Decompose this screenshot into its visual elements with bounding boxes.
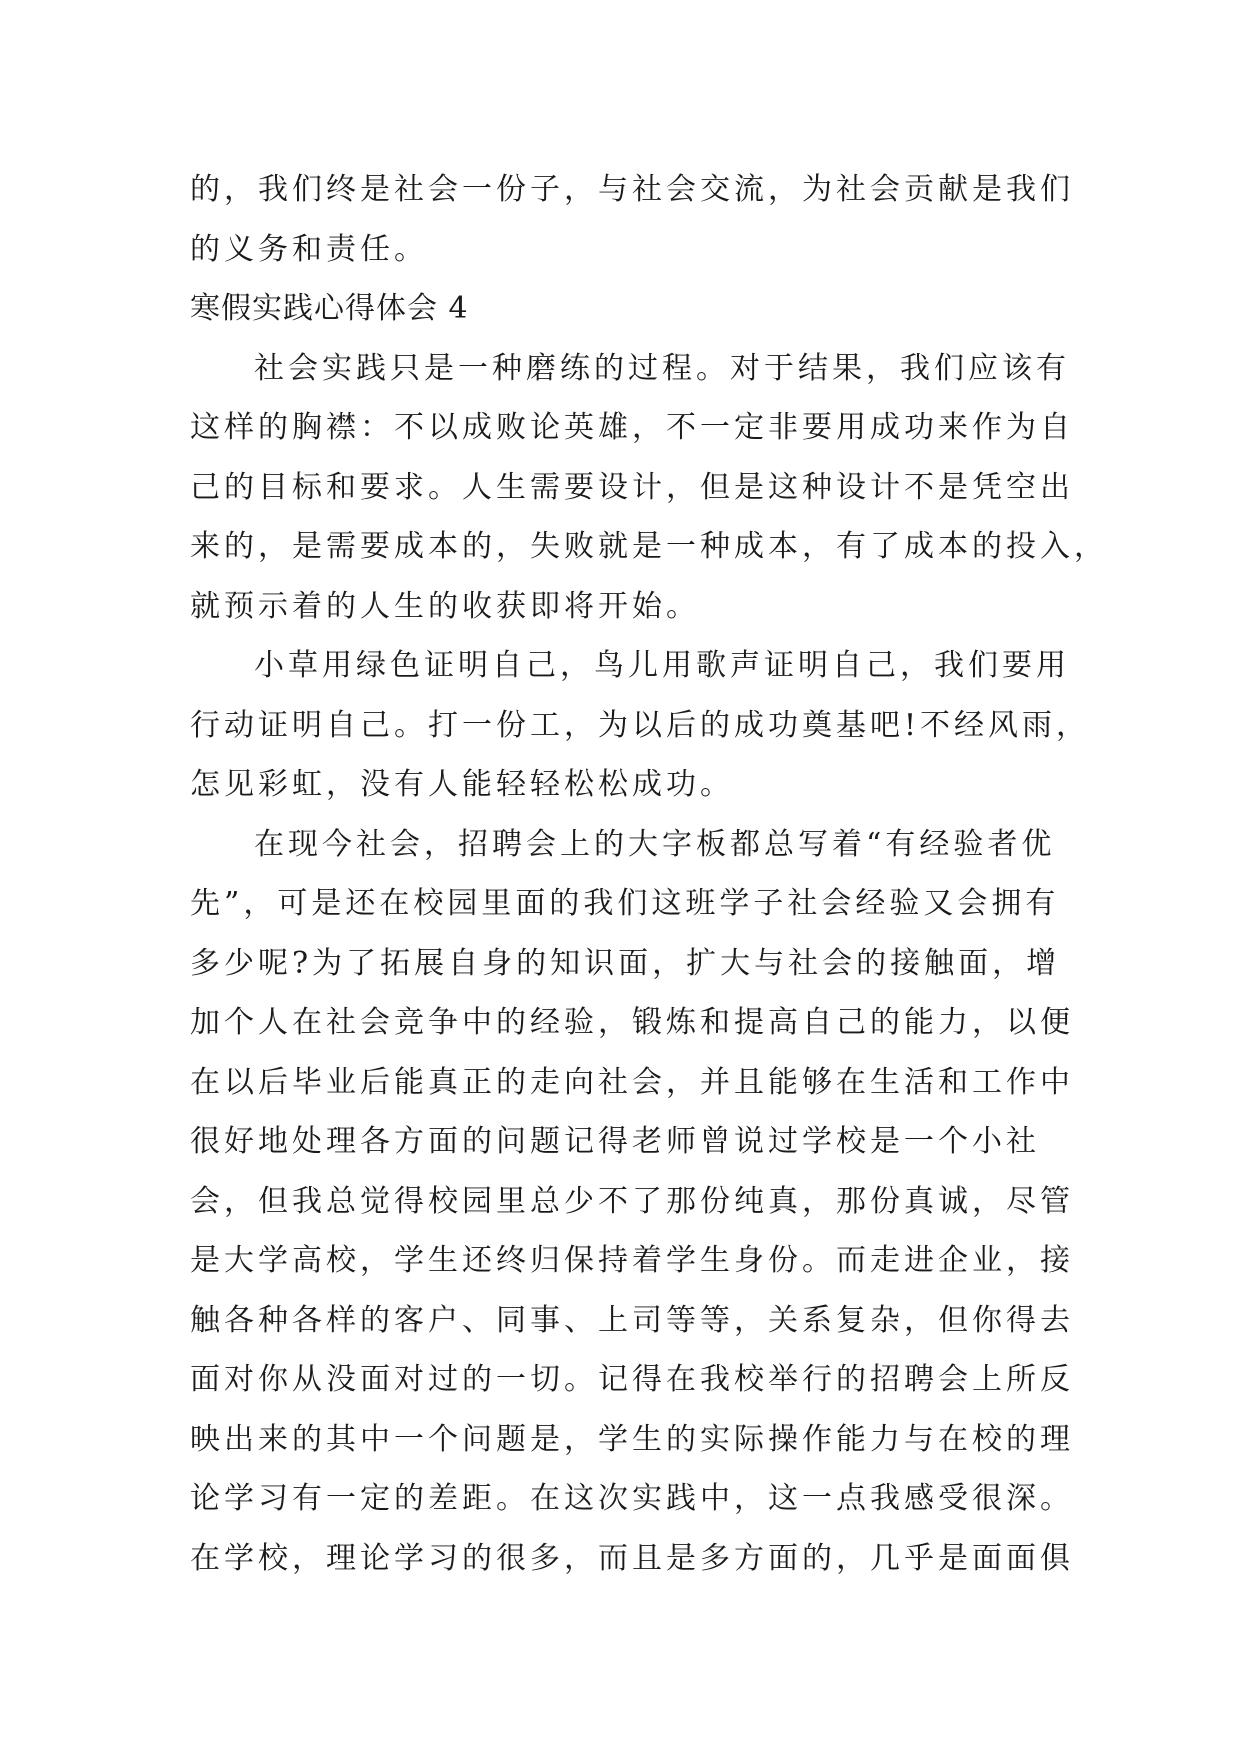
text-line: 的义务和责任。 [190, 231, 428, 267]
text-line: 很好地处理各方面的问题记得老师曾说过学校是一个小社 [190, 1124, 1040, 1159]
text-line: 加个人在社会竞争中的经验，锻炼和提高自己的能力，以便 [190, 1005, 1074, 1040]
text-line: 是大学高校，学生还终归保持着学生身份。而走进企业，接 [190, 1243, 1074, 1278]
text-line: 怎见彩虹，没有人能轻轻松松成功。 [190, 767, 734, 802]
paragraph-first-line: 社会实践只是一种磨练的过程。对于结果，我们应该有 [254, 350, 1070, 386]
text-line: 这样的胸襟：不以成败论英雄，不一定非要用成功来作为自 [190, 410, 1074, 445]
text-line: 的，我们终是社会一份子，与社会交流，为社会贡献是我们 [190, 172, 1074, 207]
text-line: 先”，可是还在校园里面的我们这班学子社会经验又会拥有 [190, 886, 1060, 921]
text-line: 论学习有一定的差距。在这次实践中，这一点我感受很深。 [190, 1481, 1074, 1516]
text-line: 在以后毕业后能真正的走向社会，并且能够在生活和工作中 [190, 1064, 1074, 1100]
paragraph-first-line: 小草用绿色证明自己，鸟儿用歌声证明自己，我们要用 [254, 648, 1070, 683]
text-line: 在学校，理论学习的很多，而且是多方面的，几乎是面面俱 [190, 1540, 1074, 1576]
text-line: 就预示着的人生的收获即将开始。 [190, 588, 700, 624]
text-line: 来的，是需要成本的，失败就是一种成本，有了成本的投入， [190, 529, 1108, 564]
text-line: 己的目标和要求。人生需要设计，但是这种设计不是凭空出 [190, 469, 1074, 505]
text-line: 触各种各样的客户、同事、上司等等，关系复杂，但你得去 [190, 1302, 1074, 1338]
document-body [190, 160, 1108, 1588]
paragraph-first-line: 在现今社会，招聘会上的大字板都总写着“有经验者优 [254, 826, 1056, 862]
text-line: 行动证明自己。打一份工，为以后的成功奠基吧!不经风雨， [190, 707, 1091, 743]
text-line: 映出来的其中一个问题是，学生的实际操作能力与在校的理 [190, 1421, 1074, 1457]
section-heading: 寒假实践心得体会 4 [190, 291, 469, 326]
text-line: 多少呢?为了拓展自身的知识面，扩大与社会的接触面，增 [190, 945, 1061, 981]
text-line: 会，但我总觉得校园里总少不了那份纯真，那份真诚，尽管 [190, 1183, 1074, 1219]
text-line: 面对你从没面对过的一切。记得在我校举行的招聘会上所反 [190, 1362, 1074, 1397]
